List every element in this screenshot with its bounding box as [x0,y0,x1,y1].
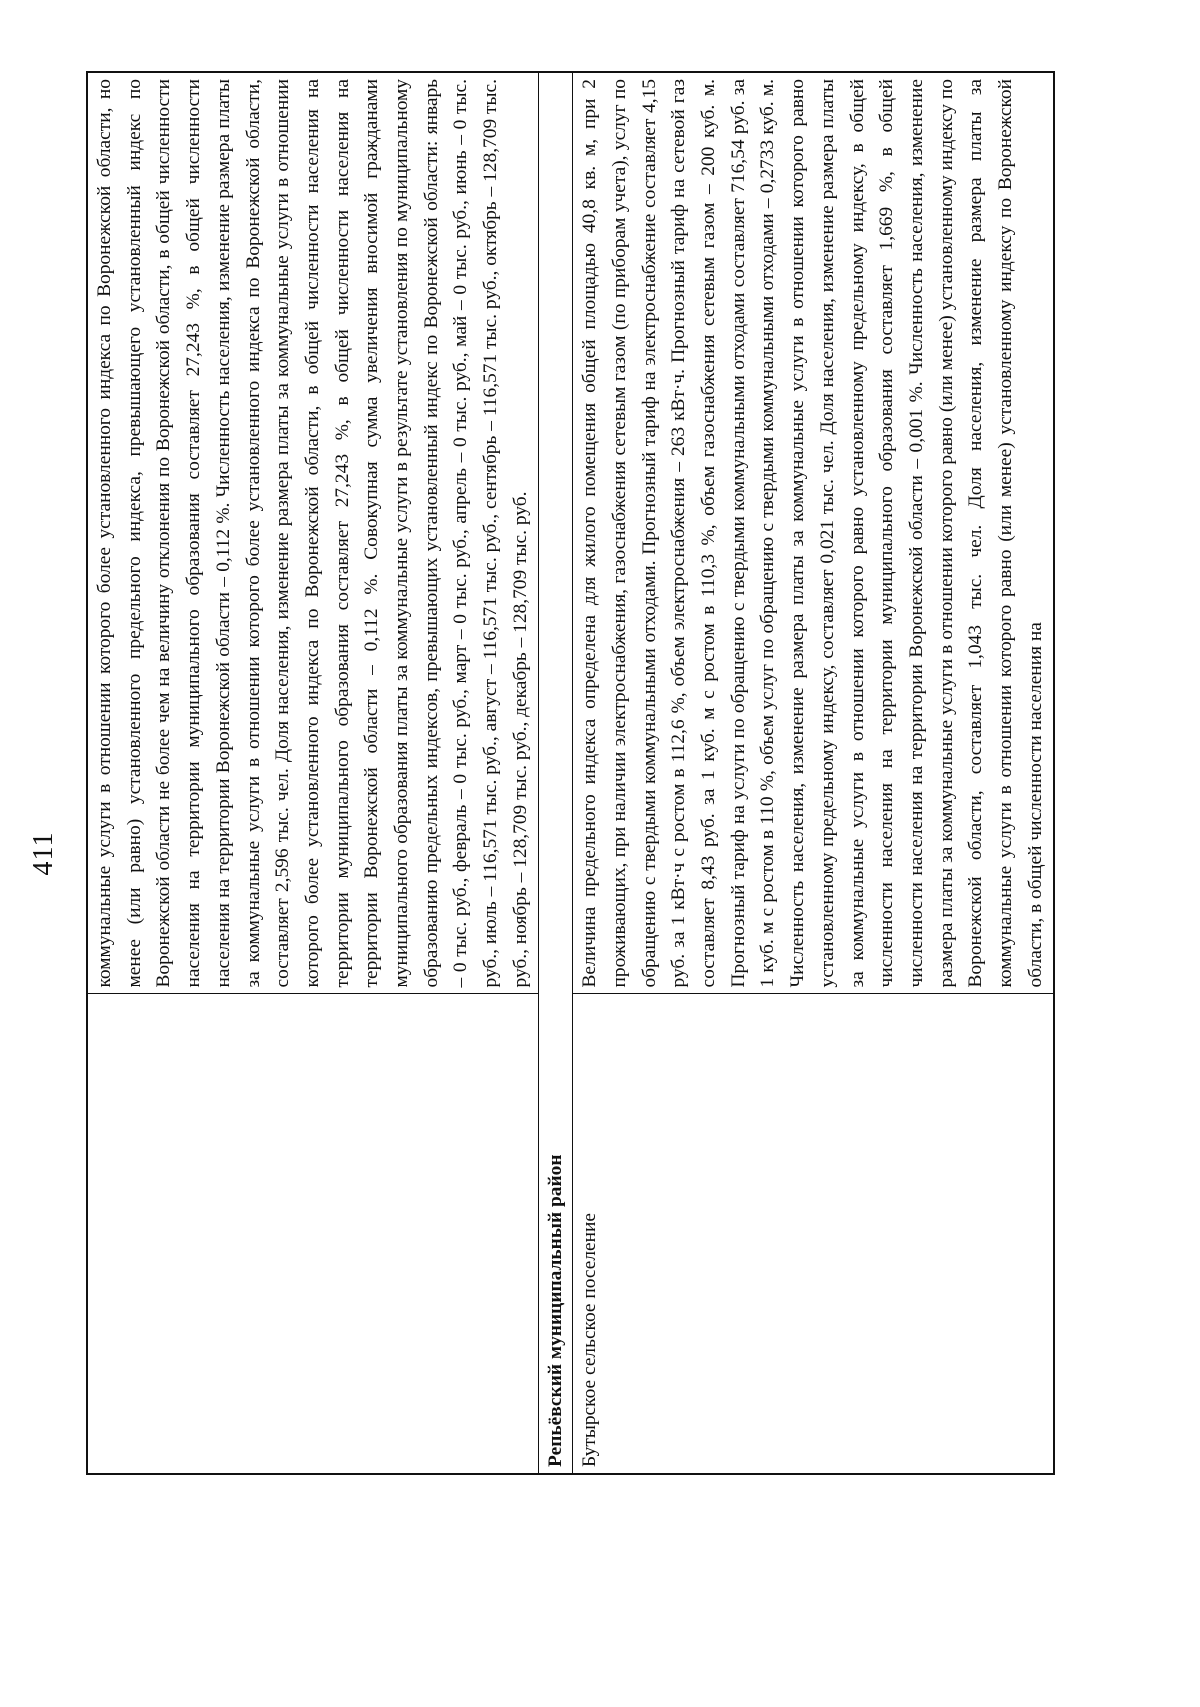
municipality-name-cell: Бутырское сельское поселение [573,994,1054,1474]
index-description-cell: Величина предельного индекса определена для жилого помещения общей площадью 40,8 кв. м, при 2 проживающих, при наличии электроснабжения, газоснабжения сетевым газом (по приборам учета), услуг по обращению с твердыми коммунальными отходами. Прогнозный тариф на электроснабжение составляет 4,15 руб. за 1 кВт·ч с ростом в 112,6 %, объем электроснабжения – 263 кВт·ч. Прогнозный тариф на сетевой газ составляет 8,43 руб. за 1 куб. м с ростом в 110,3 %, объем газоснабжения сетевым газом – 200 куб. м. Прогнозный тариф на услуги по обращению с твердыми коммунальными отходами составляет 716,54 руб. за 1 куб. м с ростом в 110 %, объем услуг по обращению с твердыми коммунальными отходами – 0,2733 куб. м. Численность населения, изменение размера платы за коммунальные услуги в отношении которого равно установленному предельному индексу, составляет 0,021 тыс. чел. Доля населения, изменение размера платы за коммунальные услуги в отношении которого равно установленному предельному индексу, в общей численности населения на территории муниципального образования составляет 1,669 %, в общей численности населения на территории Воронежской области – 0,001 %. Численность населения, изменение размера платы за коммунальные услуги в отношении которого равно (или менее) установленному индексу по Воронежской области, составляет 1,043 тыс. чел. Доля населения, изменение размера платы за коммунальные услуги в отношении которого равно (или менее) установленному индексу по Воронежской области, в общей численности населения на [573,72,1054,994]
index-description-cell: коммунальные услуги в отношении которого более установленного индекса по Воронежской области, но менее (или равно) установленного предельного индекса, превышающего установленный индекс по Воронежской области не более чем на величину отклонения по Воронежской области, в общей численности населения на территории муниципального образования составляет 27,243 %, в общей численности населения на территории Воронежской области – 0,112 %. Численность населения, изменение размера платы за коммунальные услуги в отношении которого более установленного индекса по Воронежской области, составляет 2,596 тыс. чел. Доля населения, изменение размера платы за коммунальные услуги в отношении которого более установленного индекса по Воронежской области, в общей численности населения на территории муниципального образования составляет 27,243 %, в общей численности населения на территории Воронежской области – 0,112 %. Совокупная сумма увеличения вносимой гражданами муниципального образования платы за коммунальные услуги в результате установления по муниципальному образованию предельных индексов, превышающих установленный индекс по Воронежской области: январь – 0 тыс. руб., февраль – 0 тыс. руб., март – 0 тыс. руб., апрель – 0 тыс. руб., май – 0 тыс. руб., июнь – 0 тыс. руб., июль – 116,571 тыс. руб., август – 116,571 тыс. руб., сентябрь – 116,571 тыс. руб., октябрь – 128,709 тыс. руб., ноябрь – 128,709 тыс. руб., декабрь – 128,709 тыс. руб. [87,72,538,994]
municipality-name-cell [87,994,538,1474]
district-section-title: Репьёвский муниципальный район [538,72,573,1474]
table-row [573,72,1054,1474]
section-header-row [538,72,573,1474]
indices-table [86,71,1055,1475]
table-row [87,72,538,1474]
page-number: 411 [28,831,59,876]
